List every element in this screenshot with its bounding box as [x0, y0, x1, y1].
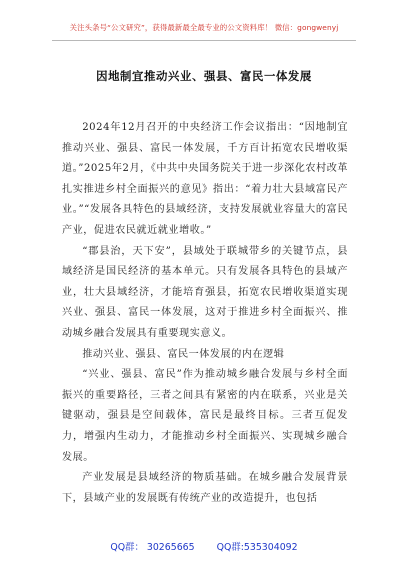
document-title: 因地制宜推动兴业、强县、富民一体发展: [96, 69, 312, 83]
footer-qq-group-2: QQ群:535304092: [216, 542, 298, 553]
document-body: [62, 118, 348, 509]
footer-qq-group-1: QQ群： 30265665: [110, 542, 195, 553]
body-paragraph-3: “兴业、强县、富民”作为推动城乡融合发展与乡村全面振兴的重要路径，三者之间具有紧密的内在联系，兴业是关键驱动，强县是空间载体，富民是最终目标。三者互促发力，增强内生动力，才能推动乡村全面振兴、实现城乡融合发展。: [62, 369, 348, 463]
header-divider: [52, 40, 356, 41]
body-paragraph-1: 2024年12月召开的中央经济工作会议指出：“因地制宜推动兴业、强县、富民一体发展，千方百计拓宽农民增收渠道。”2025年2月，《中共中央国务院关于进一步深化农村改革 扎实推进乡村全面振兴的意见》指出：“着力壮大县域富民产业。”“发展各具特色的县域经济，支持发展就业容量大的富民产业，促进农民就近就业增收。”: [62, 122, 348, 236]
header-note: 关注头条号“公文研究”，获得最新最全最专业的公文资料库！ 微信：gongwenyj: [69, 23, 339, 32]
section-subheading: 推动兴业、强县、富民一体发展的内在逻辑: [82, 348, 285, 360]
footer-contact: [0, 539, 408, 553]
body-paragraph-2: “郡县治，天下安”，县域处于联城带乡的关键节点，县域经济是国民经济的基本单元。只有发展各具特色的县域产业，壮大县域经济，才能培育强县，拓宽农民增收渠道实现兴业、强县、富民一体发展，这对于推进乡村全面振兴、推动城乡融合发展具有重要现实意义。: [62, 245, 348, 339]
body-paragraph-4: 产业发展是县域经济的物质基础。在城乡融合发展背景下，县域产业的发展既有传统产业的改造提升，也包括: [62, 472, 348, 504]
